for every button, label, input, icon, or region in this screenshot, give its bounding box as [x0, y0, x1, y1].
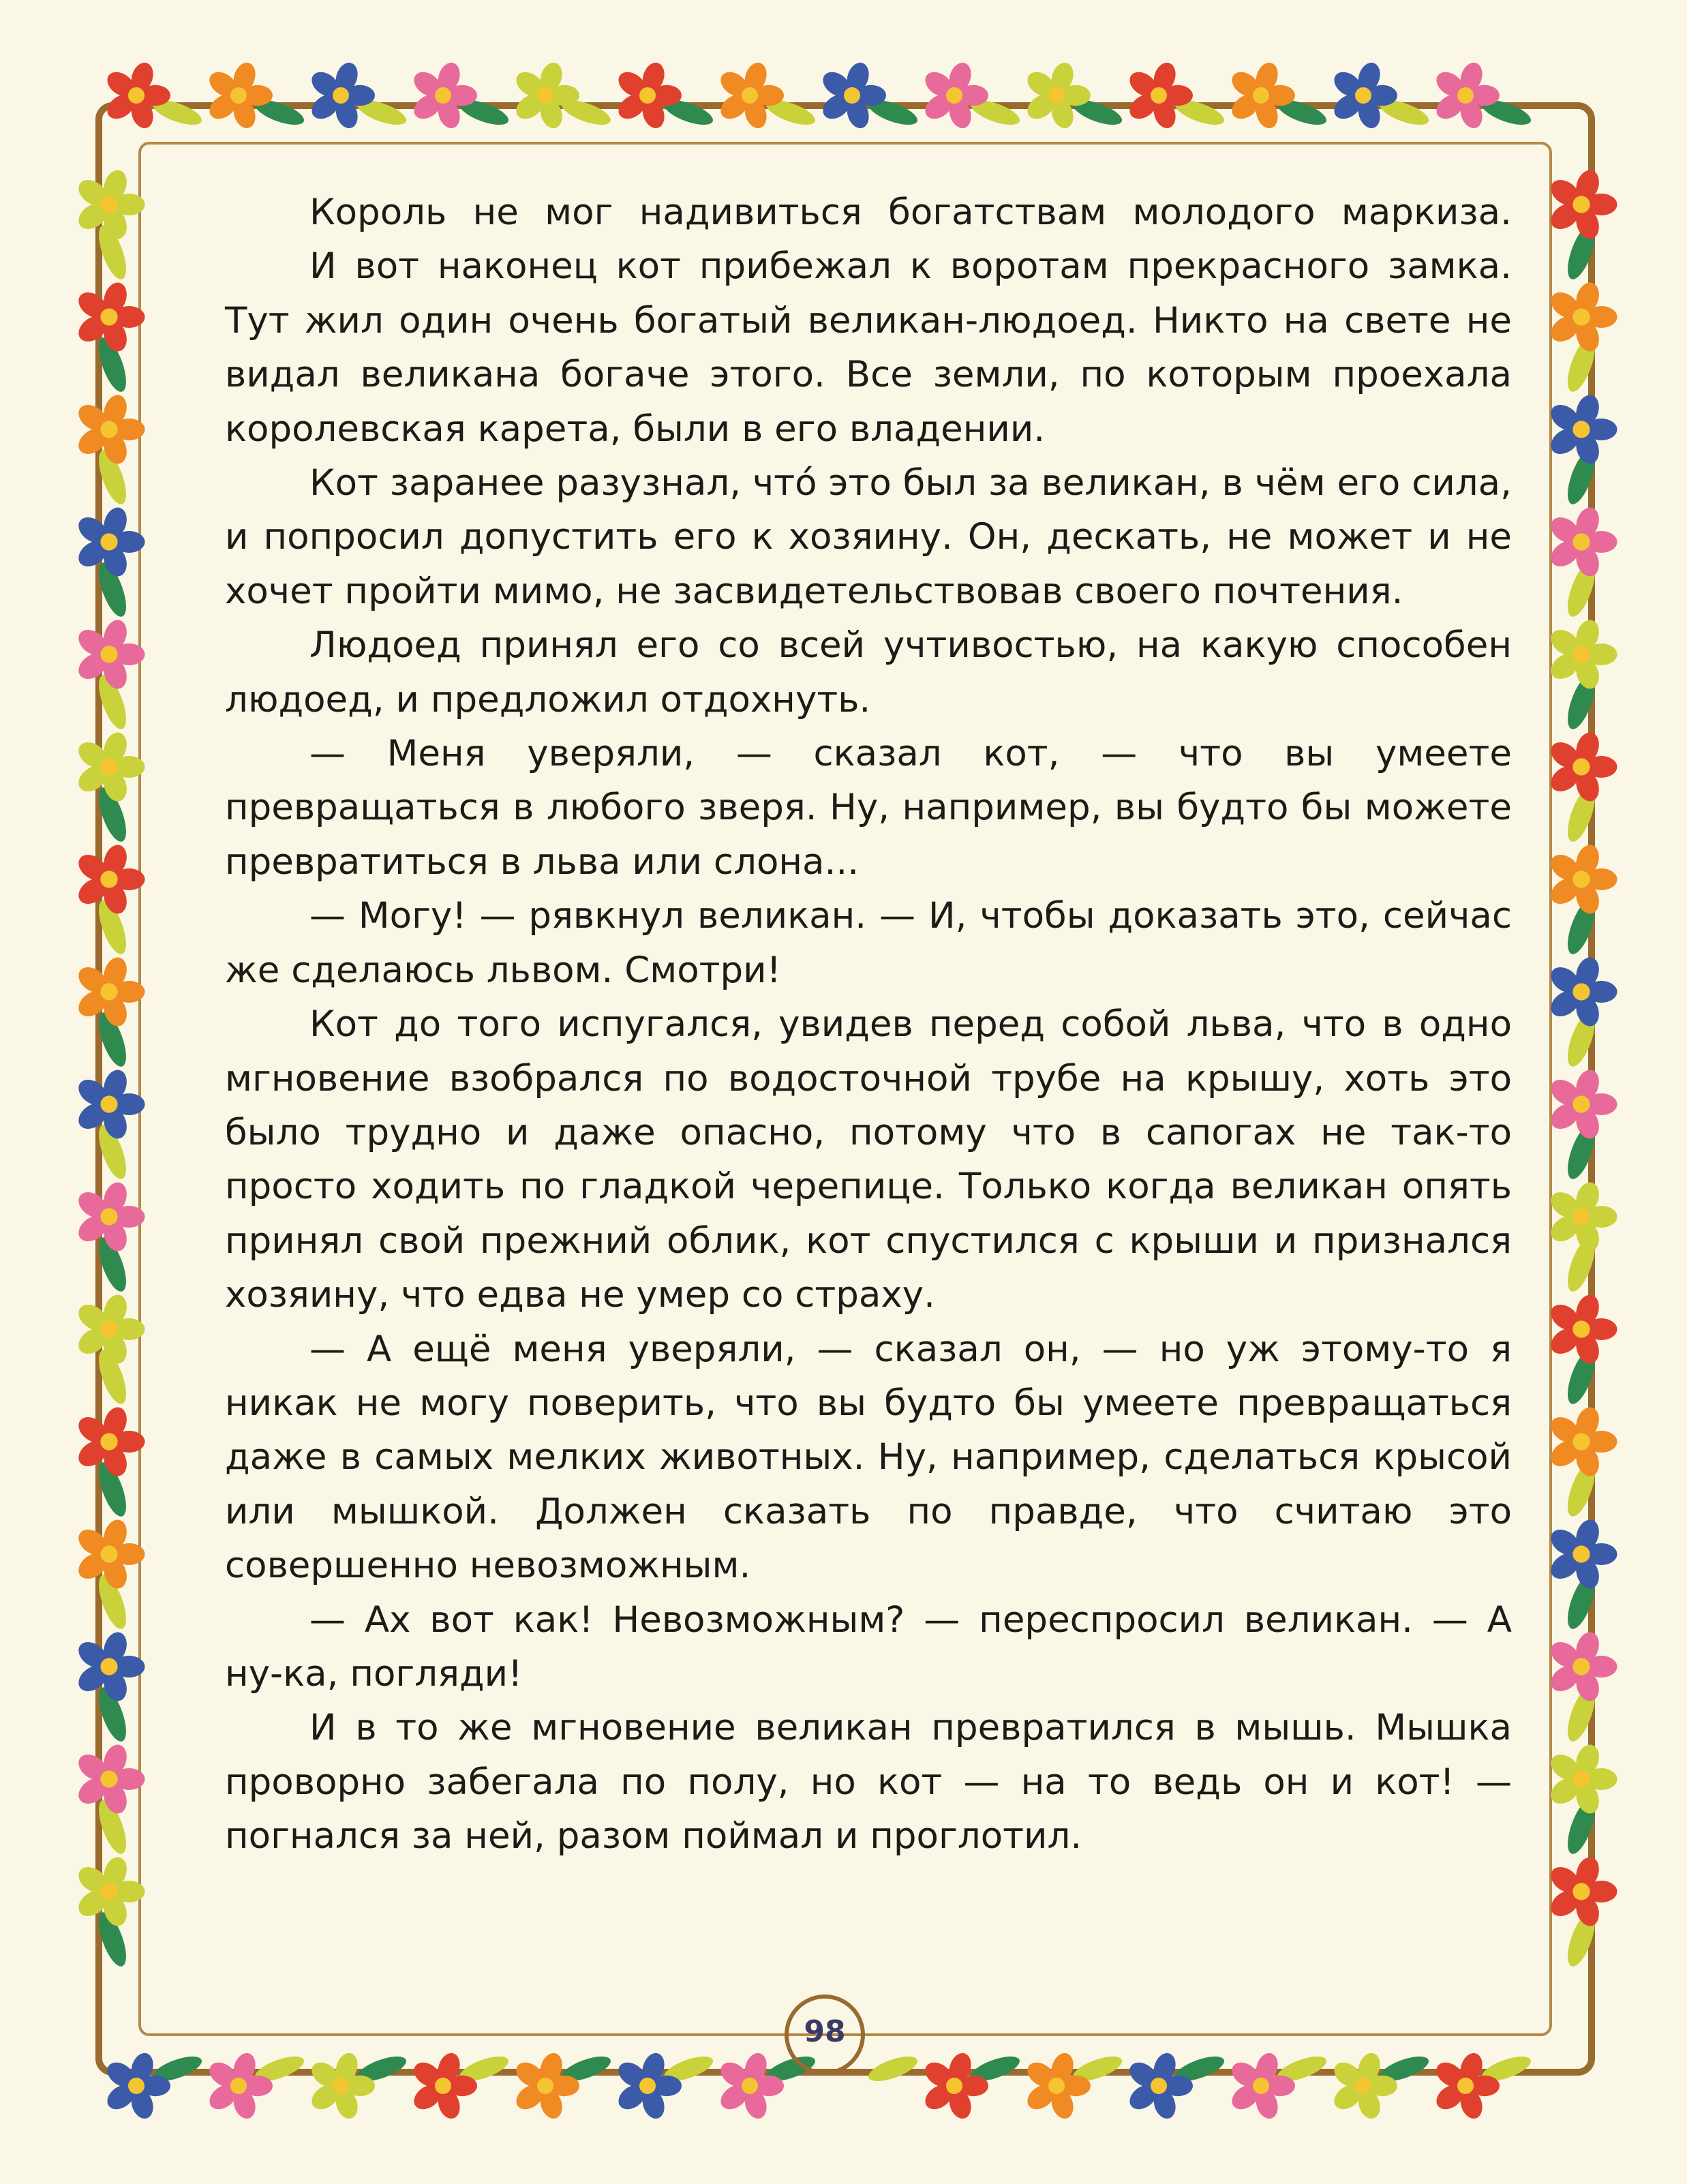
- flower-center: [100, 983, 117, 1000]
- paragraph: — А ещё меня уверяли, — сказал он, — но уж этому-то я никак не могу поверить, что вы будто бы умеете превращаться даже в самых мелких животных. Ну, например, сделаться крысой или мышкой. Должен сказать по правде, что считаю это совершенно невозможным.: [225, 1328, 1512, 1587]
- flower-center: [230, 2078, 247, 2094]
- flower-center: [100, 533, 117, 550]
- flower-center: [1355, 87, 1371, 104]
- story-text: [225, 185, 1512, 1864]
- flower-center: [639, 2078, 656, 2094]
- flower-center: [100, 308, 117, 325]
- flower-center: [128, 87, 145, 104]
- flower-center: [435, 87, 451, 104]
- flower-center: [1572, 533, 1590, 550]
- flower-center: [1572, 1095, 1590, 1112]
- flower-center: [1572, 870, 1590, 888]
- flower-center: [1457, 2078, 1474, 2094]
- flower-center: [1572, 758, 1590, 775]
- flower-center: [100, 1095, 117, 1112]
- paragraph: И вот наконец кот прибежал к воротам прекрасного замка. Тут жил один очень богатый великан-людоед. Никто на свете не видал великана богаче этого. Все земли, по которым проехала королевская карета, были в его владении.: [225, 245, 1512, 450]
- paragraph: — Могу! — рявкнул великан. — И, чтобы доказать это, сейчас же сделаюсь львом. Смотри!: [225, 895, 1512, 991]
- flower-center: [100, 1545, 117, 1562]
- flower-center: [100, 1320, 117, 1337]
- flower-center: [1355, 2078, 1371, 2094]
- flower-center: [1572, 421, 1590, 438]
- flower-center: [230, 87, 247, 104]
- flower-center: [1572, 1883, 1590, 1900]
- flower-center: [100, 1433, 117, 1450]
- flower-center: [1572, 1770, 1590, 1787]
- paragraph: — Меня уверяли, — сказал кот, — что вы умеете превращаться в любого зверя. Ну, например, вы будто бы можете превратиться в льва или слона...: [225, 733, 1512, 883]
- flower-center: [1572, 983, 1590, 1000]
- flower-center: [1048, 87, 1065, 104]
- paragraph: И в то же мгновение великан превратился в мышь. Мышка проворно забегала по полу, но кот — на то ведь он и кот! — погнался за ней, разом поймал и проглотил.: [225, 1707, 1512, 1857]
- flower-center: [1253, 2078, 1269, 2094]
- paragraph: Людоед принял его со всей учтивостью, на какую способен людоед, и предложил отдохнуть.: [225, 624, 1512, 721]
- flower-center: [1572, 646, 1590, 663]
- flower-center: [537, 87, 553, 104]
- flower-center: [1572, 196, 1590, 213]
- flower-center: [1457, 87, 1474, 104]
- flower-center: [100, 1883, 117, 1900]
- paragraph: — Ах вот как! Невозможным? — переспросил великан. — А ну-ка, погляди!: [225, 1598, 1512, 1695]
- flower-center: [128, 2078, 145, 2094]
- page-number: 98: [804, 2014, 846, 2049]
- flower-center: [1572, 308, 1590, 325]
- flower-center: [946, 87, 962, 104]
- flower-center: [100, 1770, 117, 1787]
- flower-center: [1572, 1545, 1590, 1562]
- flower-center: [333, 2078, 349, 2094]
- flower-center: [1572, 1433, 1590, 1450]
- flower-center: [1572, 1658, 1590, 1675]
- flower-center: [100, 421, 117, 438]
- flower-center: [1151, 2078, 1167, 2094]
- flower-center: [1253, 87, 1269, 104]
- flower-center: [100, 1208, 117, 1225]
- flower-center: [537, 2078, 553, 2094]
- flower-center: [100, 758, 117, 775]
- flower-center: [1572, 1320, 1590, 1337]
- flower-center: [100, 646, 117, 663]
- flower-center: [100, 196, 117, 213]
- flower-center: [1572, 1208, 1590, 1225]
- paragraph: Кот заранее разузнал, что́ это был за великан, в чём его сила, и попросил допустить его к хозяину. Он, дескать, не может и не хочет пройти мимо, не засвидетельствовав своего почтения.: [225, 462, 1512, 612]
- paragraph: Король не мог надивиться богатствам молодого маркиза.: [309, 192, 1512, 233]
- flower-center: [639, 87, 656, 104]
- flower-center: [946, 2078, 962, 2094]
- flower-center: [100, 1658, 117, 1675]
- flower-center: [1151, 87, 1167, 104]
- paragraph: Кот до того испугался, увидев перед собой льва, что в одно мгновение взобрался по водосточной трубе на крышу, хоть это было трудно и даже опасно, потому что в сапогах не так-то просто ходить по гладкой черепице. Только когда великан опять принял свой прежний облик, кот спустился с крыши и признался хозяину, что едва не умер со страху.: [225, 1003, 1512, 1316]
- flower-center: [1048, 2078, 1065, 2094]
- flower-center: [333, 87, 349, 104]
- flower-center: [100, 870, 117, 888]
- flower-center: [742, 87, 758, 104]
- flower-center: [742, 2078, 758, 2094]
- flower-center: [844, 87, 860, 104]
- flower-center: [435, 2078, 451, 2094]
